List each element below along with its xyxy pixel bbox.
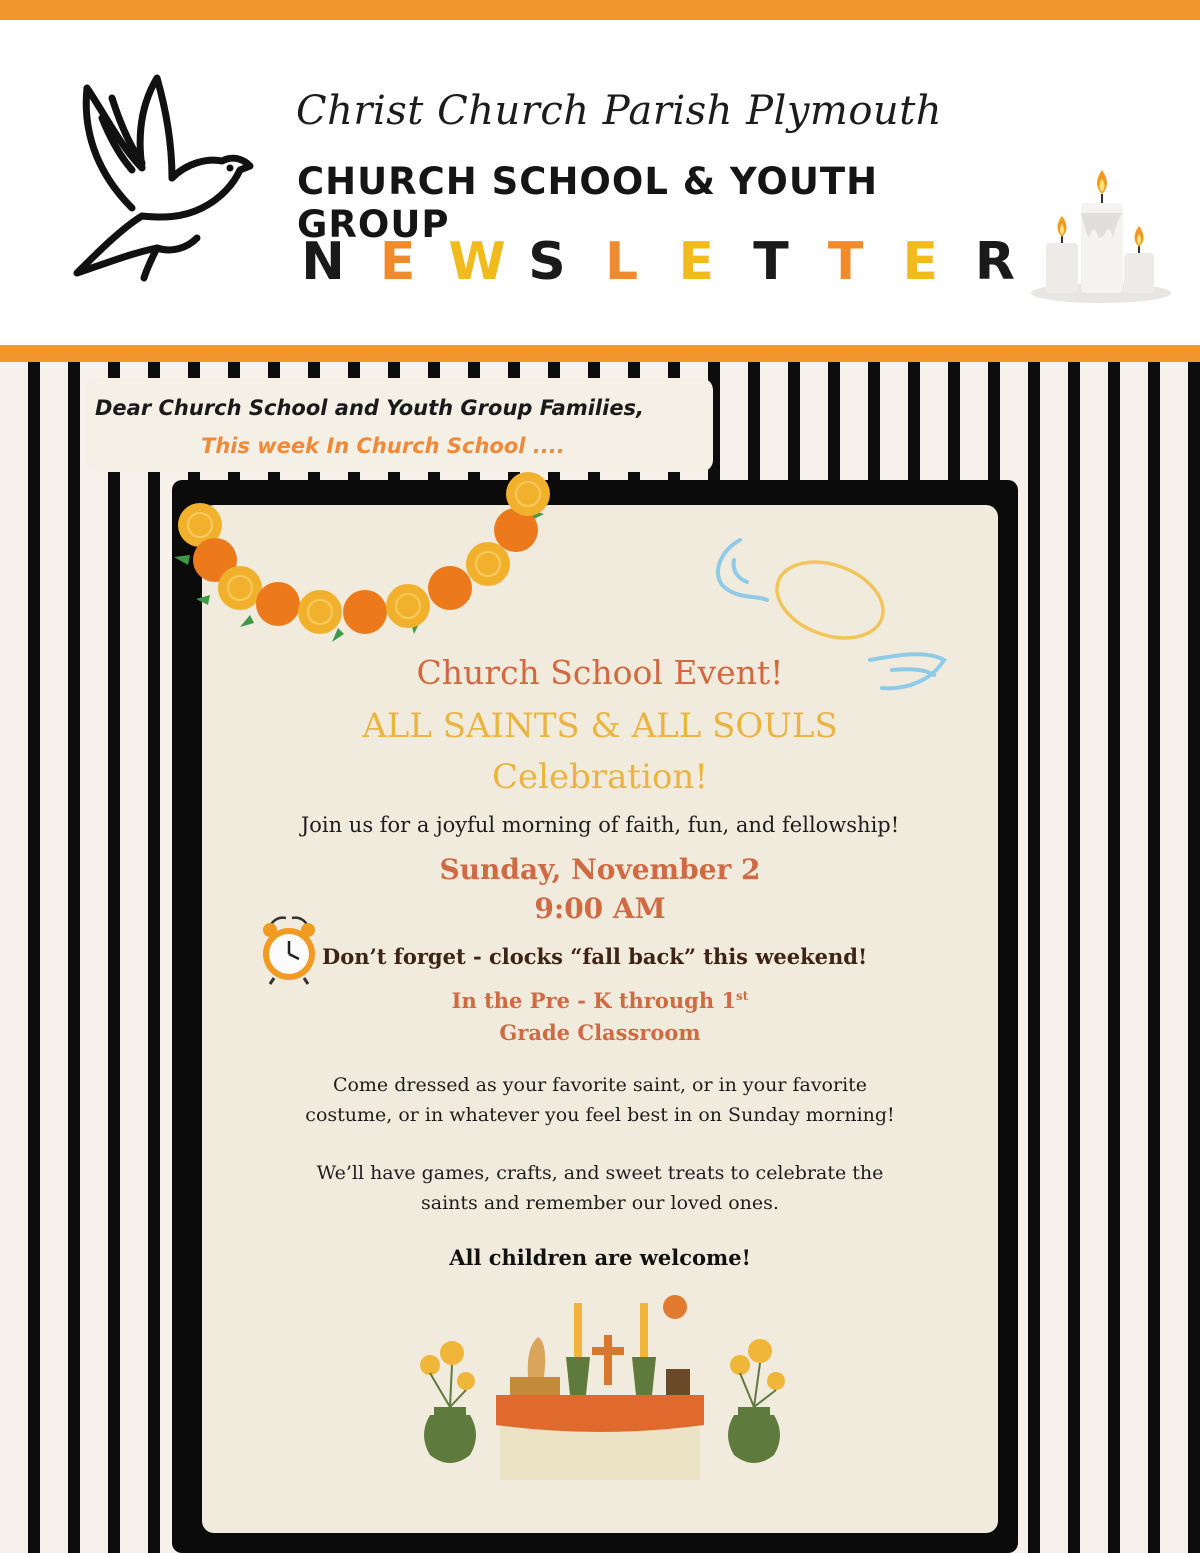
activities-line: saints and remember our loved ones. xyxy=(421,1192,779,1214)
newsletter-letter: T xyxy=(753,232,789,292)
newsletter-letter: T xyxy=(827,232,864,292)
event-time: 9:00 AM xyxy=(534,892,666,925)
event-location xyxy=(202,988,998,1013)
newsletter-letter: S xyxy=(528,232,566,292)
newsletter-letter: E xyxy=(902,232,939,292)
costume-line: costume, or in whatever you feel best in on Sunday morning! xyxy=(305,1104,895,1126)
newsletter-wordmark xyxy=(299,232,1019,302)
candles-icon xyxy=(1026,158,1176,308)
newsletter-letter: N xyxy=(301,232,345,292)
event-location-2: Grade Classroom xyxy=(499,1020,701,1045)
header-divider-bar xyxy=(0,345,1200,362)
greeting-line: Dear Church School and Youth Group Families, xyxy=(95,396,645,420)
ordinal-suffix: st xyxy=(736,989,749,1003)
event-subtitle-2: Celebration! xyxy=(492,757,708,797)
time-change-reminder: Don’t forget - clocks “fall back” this weekend! xyxy=(322,944,868,969)
activities-line: We’ll have games, crafts, and sweet treats to celebrate the xyxy=(316,1162,884,1184)
costume-paragraph xyxy=(202,1070,998,1130)
school-title: CHURCH SCHOOL & YOUTH GROUP xyxy=(297,160,879,246)
event-date: Sunday, November 2 xyxy=(439,853,761,886)
event-invitation: Join us for a joyful morning of faith, fun, and fellowship! xyxy=(300,813,900,837)
activities-paragraph xyxy=(202,1158,998,1218)
top-orange-bar xyxy=(0,0,1200,20)
event-title: Church School Event! xyxy=(416,653,784,692)
greeting-box xyxy=(85,378,713,472)
greeting-subline: This week In Church School .... xyxy=(201,434,565,458)
newsletter-letter: R xyxy=(974,232,1015,292)
parish-name: Christ Church Parish Plymouth xyxy=(296,88,943,134)
newsletter-letter: L xyxy=(605,232,639,292)
altar-illustration-icon xyxy=(390,1285,890,1485)
event-location-text: In the Pre - K through 1 xyxy=(451,988,737,1013)
welcome-statement: All children are welcome! xyxy=(449,1245,751,1270)
marigold-garland-icon xyxy=(160,470,580,660)
event-subtitle: ALL SAINTS & ALL SOULS xyxy=(362,706,838,746)
newsletter-letter: E xyxy=(379,232,416,292)
newsletter-letter: W xyxy=(448,232,506,292)
alarm-clock-icon xyxy=(256,912,322,986)
dove-icon xyxy=(62,58,262,288)
newsletter-letter: E xyxy=(678,232,715,292)
costume-line: Come dressed as your favorite saint, or in your favorite xyxy=(332,1074,868,1096)
